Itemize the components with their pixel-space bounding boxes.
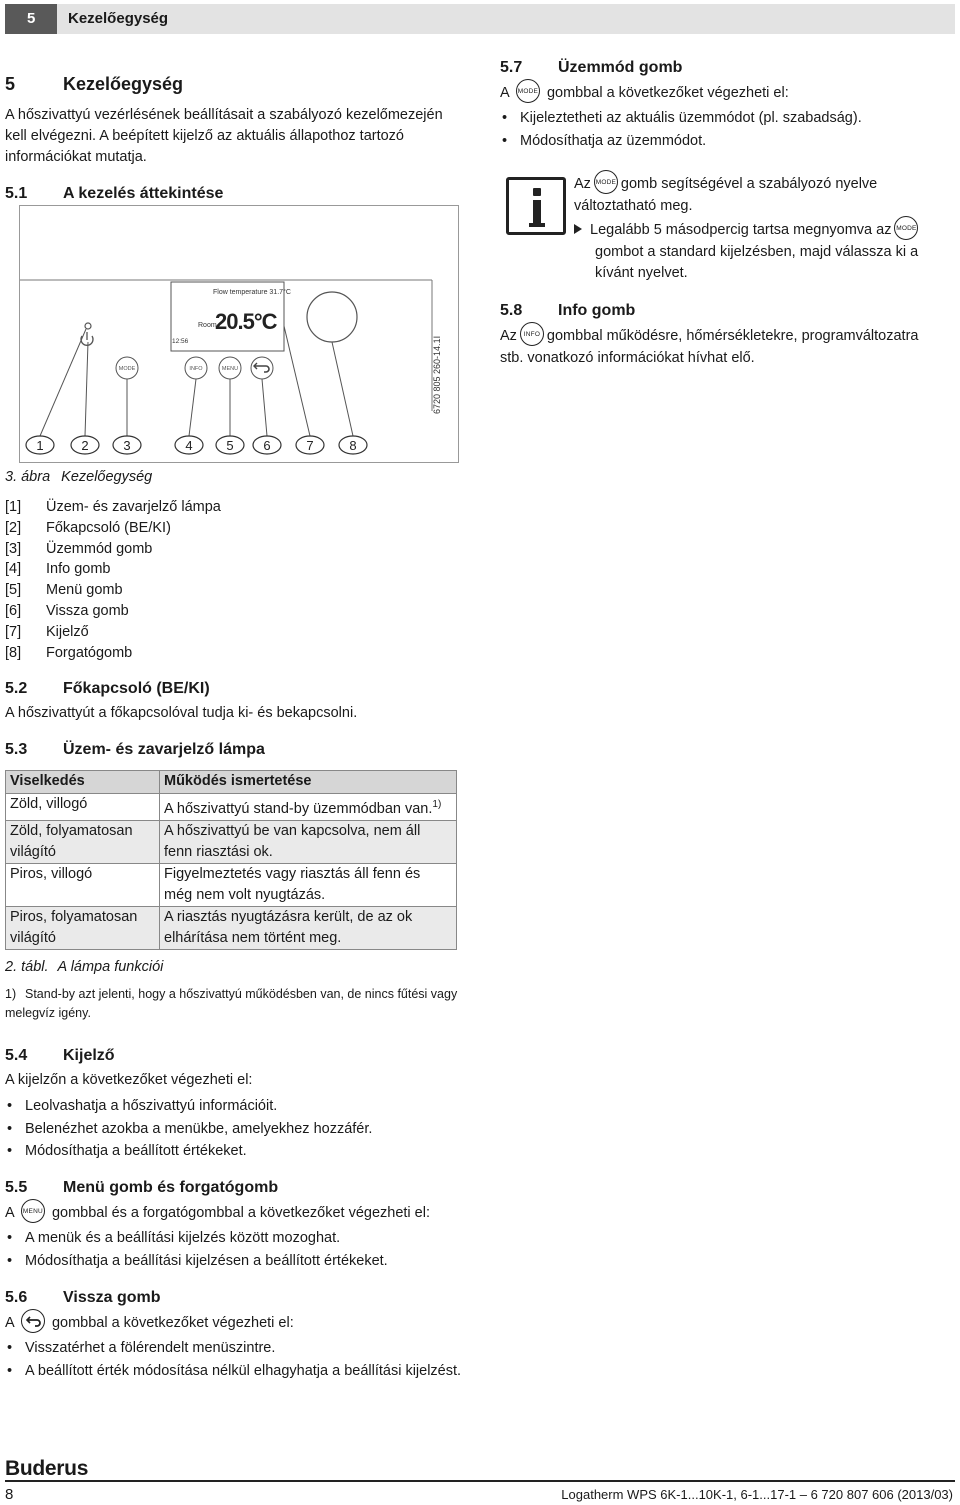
table-row: Piros, folyamatosan világító A riasztás nyugtázásra került, de az ok elhárítása nem történt meg.: [6, 906, 457, 949]
list-item: • A menük és a beállítási kijelzés között mozoghat.: [5, 1227, 465, 1250]
section-5-2-body: A hőszivattyút a főkapcsolóval tudja ki- és bekapcsolni.: [5, 705, 358, 721]
list-item: • Módosíthatja az üzemmódot.: [500, 130, 950, 153]
brand-logo: Buderus: [5, 1457, 89, 1480]
chapter-title: Kezelőegység: [68, 10, 169, 27]
svg-text:5: 5: [226, 438, 234, 453]
svg-text:7: 7: [306, 438, 314, 453]
section-5-7-intro: A MODE gombbal a következőket végezheti el:: [500, 81, 789, 105]
control-panel-figure: [19, 205, 459, 463]
power-switch-icon: [81, 332, 93, 345]
callout-4: [175, 436, 203, 454]
footnote-ref: 1): [432, 799, 442, 810]
legend-item: [8] Forgatógomb: [5, 644, 133, 661]
info-note-text: Az MODE gomb segítségével a szabályozó nyelve változtatható meg. Legalább 5 másodpercig tartsa megnyomva az MODE gombot a standard kijelzésben, majd válassza ki a kívánt nyelvet.: [574, 172, 954, 284]
svg-text:8: 8: [349, 438, 357, 453]
callout-2: [71, 436, 99, 454]
display-time-text: 12:56: [172, 338, 189, 345]
section-5-7-list: [500, 107, 950, 152]
callout-5: [216, 436, 244, 454]
mode-button-label: MODE: [118, 366, 136, 372]
legend-item: [2] Főkapcsoló (BE/KI): [5, 519, 171, 536]
display-flow-text: Flow temperature 31.7°C: [213, 289, 291, 296]
list-item: • Leolvashatja a hőszivattyú információit.: [5, 1095, 465, 1118]
section-5-8-heading: 5.8 Info gomb: [500, 302, 636, 319]
legend-item: [4] Info gomb: [5, 561, 111, 578]
section-5-3-heading: 5.3 Üzem- és zavarjelző lámpa: [5, 741, 265, 758]
list-item: • Módosíthatja a beállítási kijelzésen a beállított értékeket.: [5, 1250, 465, 1273]
section-5-7-heading: 5.7 Üzemmód gomb: [500, 59, 683, 76]
footer-rule: [5, 1480, 955, 1482]
section-5-4-list: [5, 1095, 465, 1163]
mode-button-icon: MODE: [594, 170, 618, 194]
step-arrow-icon: [574, 224, 582, 234]
display-temp-text: 20.5°C: [215, 309, 277, 334]
table-row: Zöld, folyamatosan világító A hőszivattyú be van kapcsolva, nem áll fenn riasztási ok.: [6, 820, 457, 863]
page-number: 8: [5, 1486, 14, 1503]
section-5-4-intro: A kijelzőn a következőket végezheti el:: [5, 1072, 253, 1088]
info-button-icon: INFO: [520, 322, 544, 346]
svg-text:3: 3: [123, 438, 131, 453]
menu-button-icon: MENU: [21, 1199, 45, 1223]
display-room-text: Room: [198, 322, 217, 329]
section-5-6-intro: A gombbal a következőket végezheti el:: [5, 1311, 294, 1335]
section-5-5-intro: A MENU gombbal és a forgatógombbal a következőket végezheti el:: [5, 1201, 430, 1225]
callout-3: [113, 436, 141, 454]
status-lamp: [85, 323, 91, 329]
legend-item: [7] Kijelző: [5, 623, 89, 640]
legend-item: [6] Vissza gomb: [5, 603, 129, 619]
figure-caption: 3. ábra Kezelőegység: [5, 469, 153, 485]
legend-item: [3] Üzemmód gomb: [5, 540, 153, 557]
callout-1: [26, 436, 54, 454]
chapter-header-bar: [5, 4, 955, 34]
list-item: • Módosíthatja a beállított értékeket.: [5, 1140, 465, 1163]
mode-button-icon: MODE: [516, 79, 540, 103]
back-arrow-icon: [21, 1309, 45, 1333]
mode-button-icon: MODE: [894, 216, 918, 240]
section-5-2-heading: 5.2 Főkapcsoló (BE/KI): [5, 680, 210, 697]
table-row: Zöld, villogó A hőszivattyú stand-by üzemmódban van.$^{1)}$: [6, 794, 457, 821]
lamp-function-table: [5, 770, 457, 950]
svg-text:4: 4: [185, 438, 193, 453]
section-5-6-list: [5, 1337, 475, 1382]
table-header: Működés ismertetése: [160, 771, 457, 794]
section-5-6-heading: 5.6 Vissza gomb: [5, 1289, 161, 1306]
callout-8: [339, 436, 367, 454]
legend-item: [5] Menü gomb: [5, 582, 123, 599]
svg-text:2: 2: [81, 438, 89, 453]
section-5-5-list: [5, 1227, 465, 1272]
section-5-4-heading: 5.4 Kijelző: [5, 1047, 115, 1064]
info-button-label: INFO: [189, 366, 203, 372]
section-5-5-heading: 5.5 Menü gomb és forgatógomb: [5, 1179, 279, 1196]
info-note-icon: [506, 177, 566, 235]
section-5-heading: 5 Kezelőegység: [5, 74, 184, 94]
list-item: • Kijeleztetheti az aktuális üzemmódot (pl. szabadság).: [500, 107, 950, 130]
chapter-number: 5: [5, 4, 57, 34]
section-5-body: A hőszivattyú vezérlésének beállításait a szabályozó kezelőmezején kell elvégezni. A beépített kijelző az aktuális állapothoz tartozó információkat mutatja.: [5, 107, 443, 165]
callout-7: [296, 436, 324, 454]
section-5-8-body: Az INFO gombbal működésre, hőmérsékletekre, programváltozatra stb. vonatkozó információkat hívhat elő.: [500, 324, 955, 369]
table-header: Viselkedés: [6, 771, 160, 794]
section-5-1-heading: 5.1 A kezelés áttekintése: [5, 185, 224, 202]
callout-6: [253, 436, 281, 454]
menu-button-label: MENU: [221, 366, 239, 372]
list-item: • A beállított érték módosítása nélkül elhagyhatja a beállítási kijelzést.: [5, 1360, 475, 1383]
list-item: • Belenézhet azokba a menükbe, amelyekhez hozzáfér.: [5, 1118, 465, 1141]
table-footnote: 1) Stand-by azt jelenti, hogy a hőszivattyú működésben van, de nincs fűtési vagy melegvíz igény.: [5, 987, 458, 1020]
rotary-knob: [307, 292, 357, 342]
figure-side-code: 6720 805 260-14.1I: [432, 335, 442, 414]
list-item: • Visszatérhet a fölérendelt menüszintre.: [5, 1337, 475, 1360]
document-reference: Logatherm WPS 6K-1...10K-1, 6-1...17-1 – 6 720 807 606 (2013/03): [561, 1487, 953, 1502]
svg-text:6: 6: [263, 438, 271, 453]
table-row: Piros, villogó Figyelmeztetés vagy riasztás áll fenn és még nem volt nyugtázás.: [6, 863, 457, 906]
legend-item: [1] Üzem- és zavarjelző lámpa: [5, 499, 221, 515]
table-caption: 2. tábl. A lámpa funkciói: [5, 959, 164, 975]
svg-text:1: 1: [36, 438, 44, 453]
